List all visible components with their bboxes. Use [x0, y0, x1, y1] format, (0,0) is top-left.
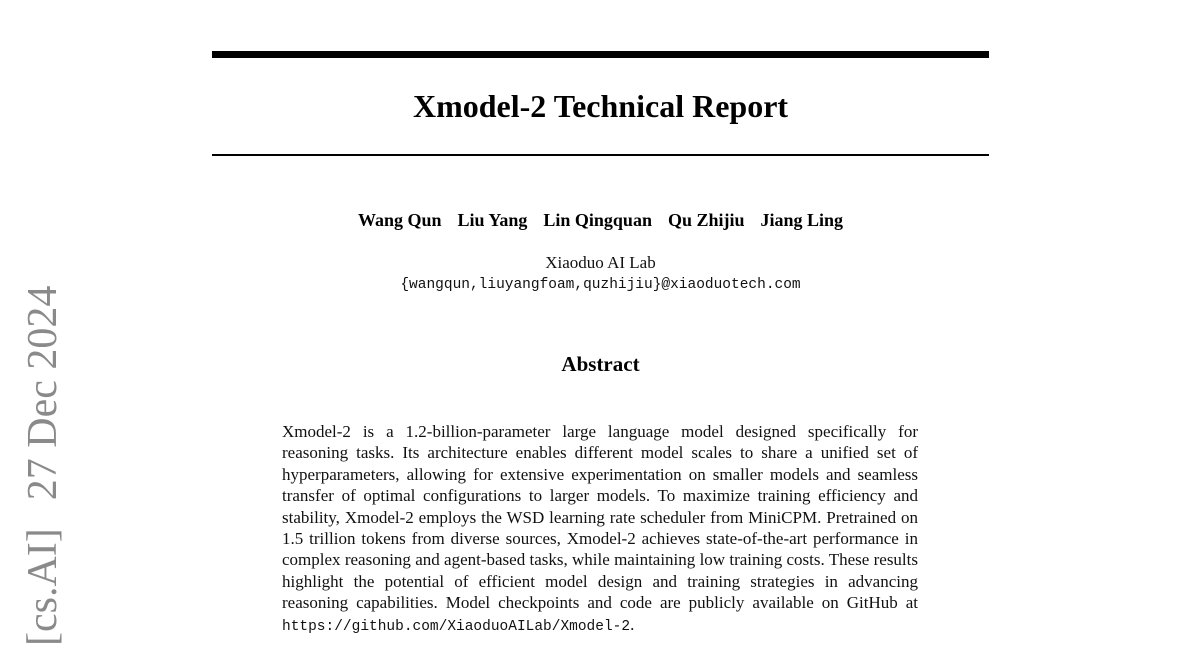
abstract-heading: Abstract — [561, 352, 640, 376]
abstract-end: . — [630, 614, 635, 634]
author-name: Qu Zhijiu — [667, 210, 745, 230]
author-name: Liu Yang — [457, 210, 528, 230]
github-link[interactable]: https://github.com/XiaoduoAILab/Xmodel-2 — [282, 618, 631, 635]
abstract-body — [282, 421, 918, 638]
arxiv-stamp — [18, 286, 68, 648]
author-list — [212, 208, 989, 232]
affiliation: Xiaoduo AI Lab — [545, 253, 656, 272]
title-rule — [212, 154, 989, 156]
arxiv-category: [cs.AI] — [20, 528, 66, 646]
arxiv-date: 27 Dec 2024 — [20, 285, 66, 501]
paper-title: Xmodel-2 Technical Report — [412, 88, 789, 124]
author-emails: {wangqun,liuyangfoam,quzhijiu}@xiaoduotech.com — [400, 277, 801, 293]
abstract-text: Xmodel-2 is a 1.2-billion-parameter large language model designed specifically for reasoning tasks. Its architecture enables different model scales to share a unified set of hyperparameters, allowing for extensive experimentation on smaller models and seamless transfer of optimal configurations to larger models. To maximize training efficiency and stability, Xmodel-2 employs the WSD learning rate scheduler from MiniCPM. Pretrained on 1.5 trillion tokens from diverse sources, Xmodel-2 achieves state-of-the-art performance in complex reasoning and agent-based tasks, while maintaining low training costs. These results highlight the potential of efficient model design and training strategies in advancing reasoning capabilities. Model checkpoints and code are publicly available on GitHub at — [282, 422, 918, 613]
top-rule — [212, 51, 989, 58]
author-name: Wang Qun — [357, 210, 442, 230]
author-name: Jiang Ling — [760, 210, 844, 230]
author-name: Lin Qingquan — [543, 210, 652, 230]
